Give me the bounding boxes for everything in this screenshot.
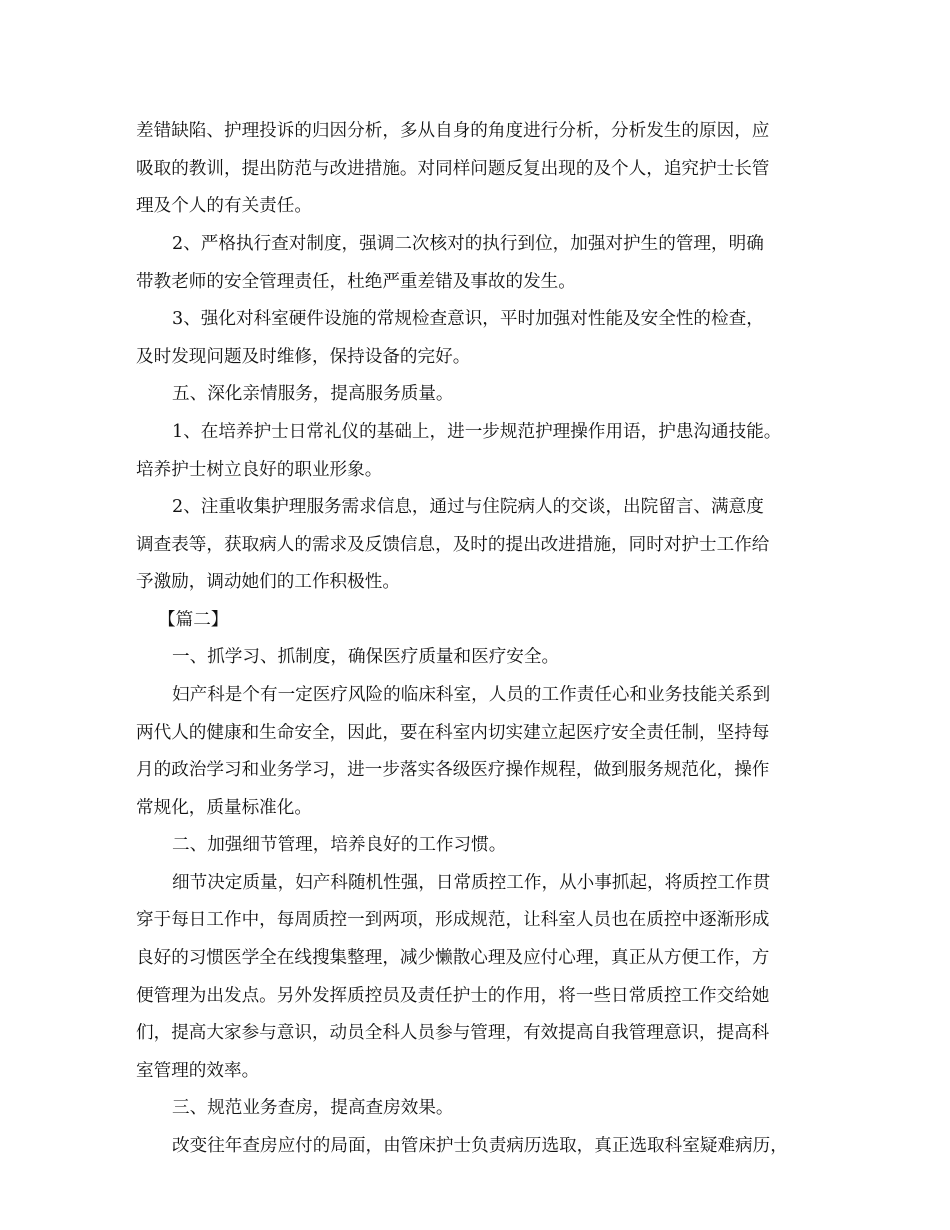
text-line: 月的政治学习和业务学习，进一步落实各级医疗操作规程，做到服务规范化，操作 <box>136 760 770 780</box>
text-line: 2、严格执行查对制度，强调二次核对的执行到位，加强对护生的管理，明确 <box>172 234 764 254</box>
text-line: 们，提高大家参与意识，动员全科人员参与管理，有效提高自我管理意识，提高科 <box>136 1023 770 1043</box>
text-line: 吸取的教训，提出防范与改进措施。对同样问题反复出现的及个人，追究护士长管 <box>136 159 770 179</box>
section-heading: 一、抓学习、抓制度，确保医疗质量和医疗安全。 <box>172 647 560 667</box>
text-line: 细节决定质量，妇产科随机性强，日常质控工作，从小事抓起，将质控工作贯 <box>172 873 771 893</box>
text-line: 室管理的效率。 <box>136 1061 260 1081</box>
section-heading: 三、规范业务查房，提高查房效果。 <box>172 1098 454 1118</box>
text-line: 1、在培养护士日常礼仪的基础上，进一步规范护理操作用语，护患沟通技能。 <box>172 422 782 442</box>
text-line: 改变往年查房应付的局面，由管床护士负责病历选取，真正选取科室疑难病历， <box>172 1136 788 1156</box>
text-line: 调查表等，获取病人的需求及反馈信息，及时的提出改进措施，同时对护士工作给 <box>136 535 770 555</box>
text-line: 便管理为出发点。另外发挥质控员及责任护士的作用，将一些日常质控工作交给她 <box>136 986 770 1006</box>
text-line: 两代人的健康和生命安全，因此，要在科室内切实建立起医疗安全责任制，坚持每 <box>136 723 770 743</box>
part-heading: 【篇二】 <box>158 610 229 630</box>
text-line: 穿于每日工作中，每周质控一到两项，形成规范，让科室人员也在质控中逐渐形成 <box>136 910 770 930</box>
section-heading: 五、深化亲情服务，提高服务质量。 <box>172 384 454 404</box>
text-line: 理及个人的有关责任。 <box>136 196 312 216</box>
text-line: 2、注重收集护理服务需求信息，通过与住院病人的交谈，出院留言、满意度 <box>172 497 764 517</box>
text-line: 良好的习惯医学全在线搜集整理，减少懒散心理及应付心理，真正从方便工作，方 <box>136 948 770 968</box>
text-line: 及时发现问题及时维修，保持设备的完好。 <box>136 347 471 367</box>
text-line: 3、强化对科室硬件设施的常规检查意识，平时加强对性能及安全性的检查， <box>172 309 764 329</box>
text-line: 带教老师的安全管理责任，杜绝严重差错及事故的发生。 <box>136 272 576 292</box>
section-heading: 二、加强细节管理，培养良好的工作习惯。 <box>172 835 507 855</box>
text-line: 妇产科是个有一定医疗风险的临床科室，人员的工作责任心和业务技能关系到 <box>172 685 771 705</box>
text-line: 常规化，质量标准化。 <box>136 798 312 818</box>
text-line: 培养护士树立良好的职业形象。 <box>136 460 383 480</box>
text-line: 予激励，调动她们的工作积极性。 <box>136 572 400 592</box>
text-line: 差错缺陷、护理投诉的归因分析，多从自身的角度进行分析，分析发生的原因，应 <box>136 121 770 141</box>
